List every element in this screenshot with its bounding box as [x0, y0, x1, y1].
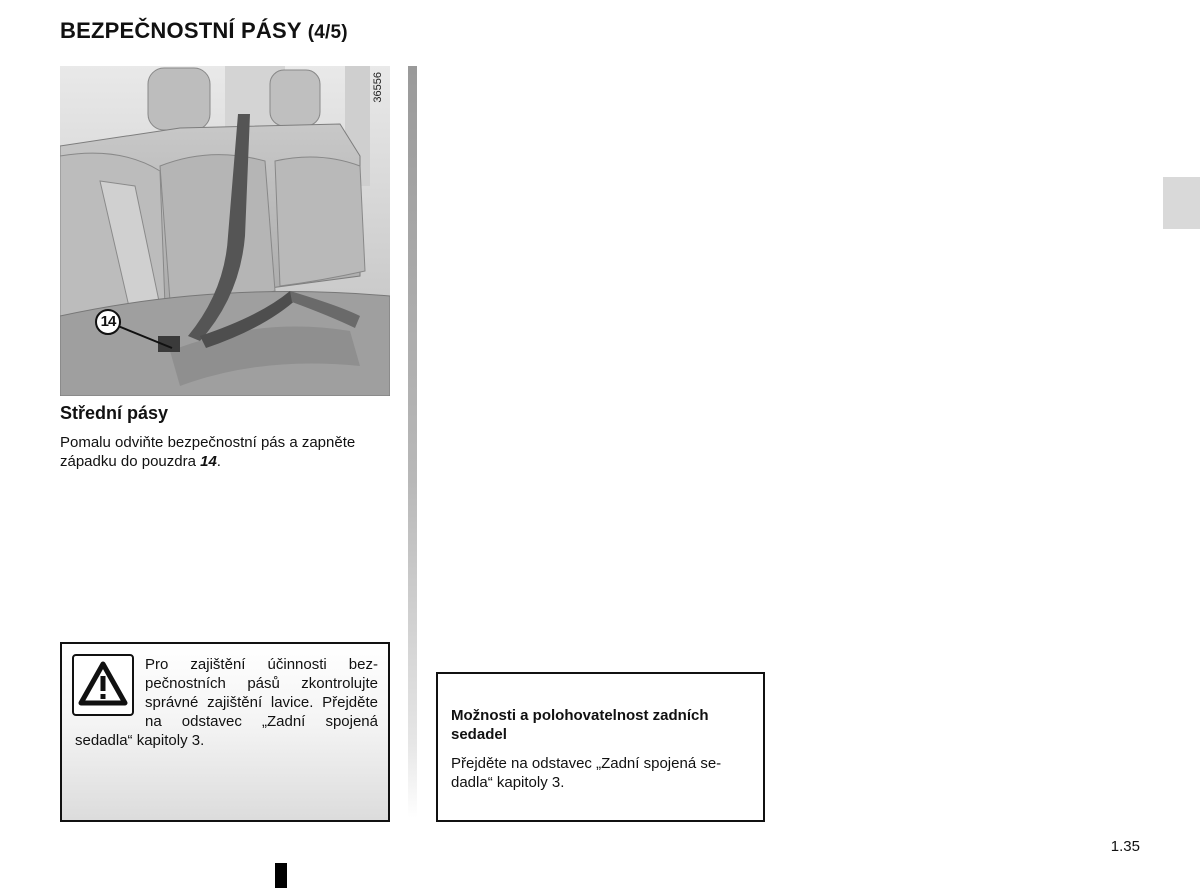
photo-reference-code: 36556 [372, 72, 384, 103]
buckle-reference: 14 [200, 453, 217, 470]
page-number: 1.35 [1110, 838, 1140, 855]
seat-belt-photo [60, 66, 390, 396]
info-text: Přejděte na odstavec „Zadní spojená sedadla“ kapitoly 3. [451, 755, 722, 791]
section-body [60, 433, 395, 471]
info-box [436, 672, 765, 822]
section-heading: Střední pásy [60, 403, 169, 423]
callout-number: 14 [95, 309, 121, 335]
page-title-part: (4/5) [307, 22, 348, 43]
page-title [60, 18, 348, 44]
page-title-text: BEZPEČNOSTNÍ PÁSY [60, 18, 302, 43]
section-body-end: . [216, 453, 221, 470]
warning-text [75, 655, 378, 750]
column-divider [408, 66, 417, 818]
rear-bench-illustration [60, 66, 390, 396]
warning-box [60, 642, 390, 822]
section-body-text: Pomalu odviňte bezpečnostní pás a zapněte západku do pouzdra [60, 434, 356, 470]
print-mark [275, 863, 287, 888]
info-heading: Možnosti a polohovatelnost zadních sedadel [451, 707, 709, 743]
warning-message: Pro zajištění účinnosti bezpečnostních pásů zkontrolujte správné zajištění lavice. Přejděte na odstavec „Zadní spojená sedadla“ kapitoly 3. [75, 656, 378, 749]
chapter-side-tab [1163, 177, 1200, 229]
